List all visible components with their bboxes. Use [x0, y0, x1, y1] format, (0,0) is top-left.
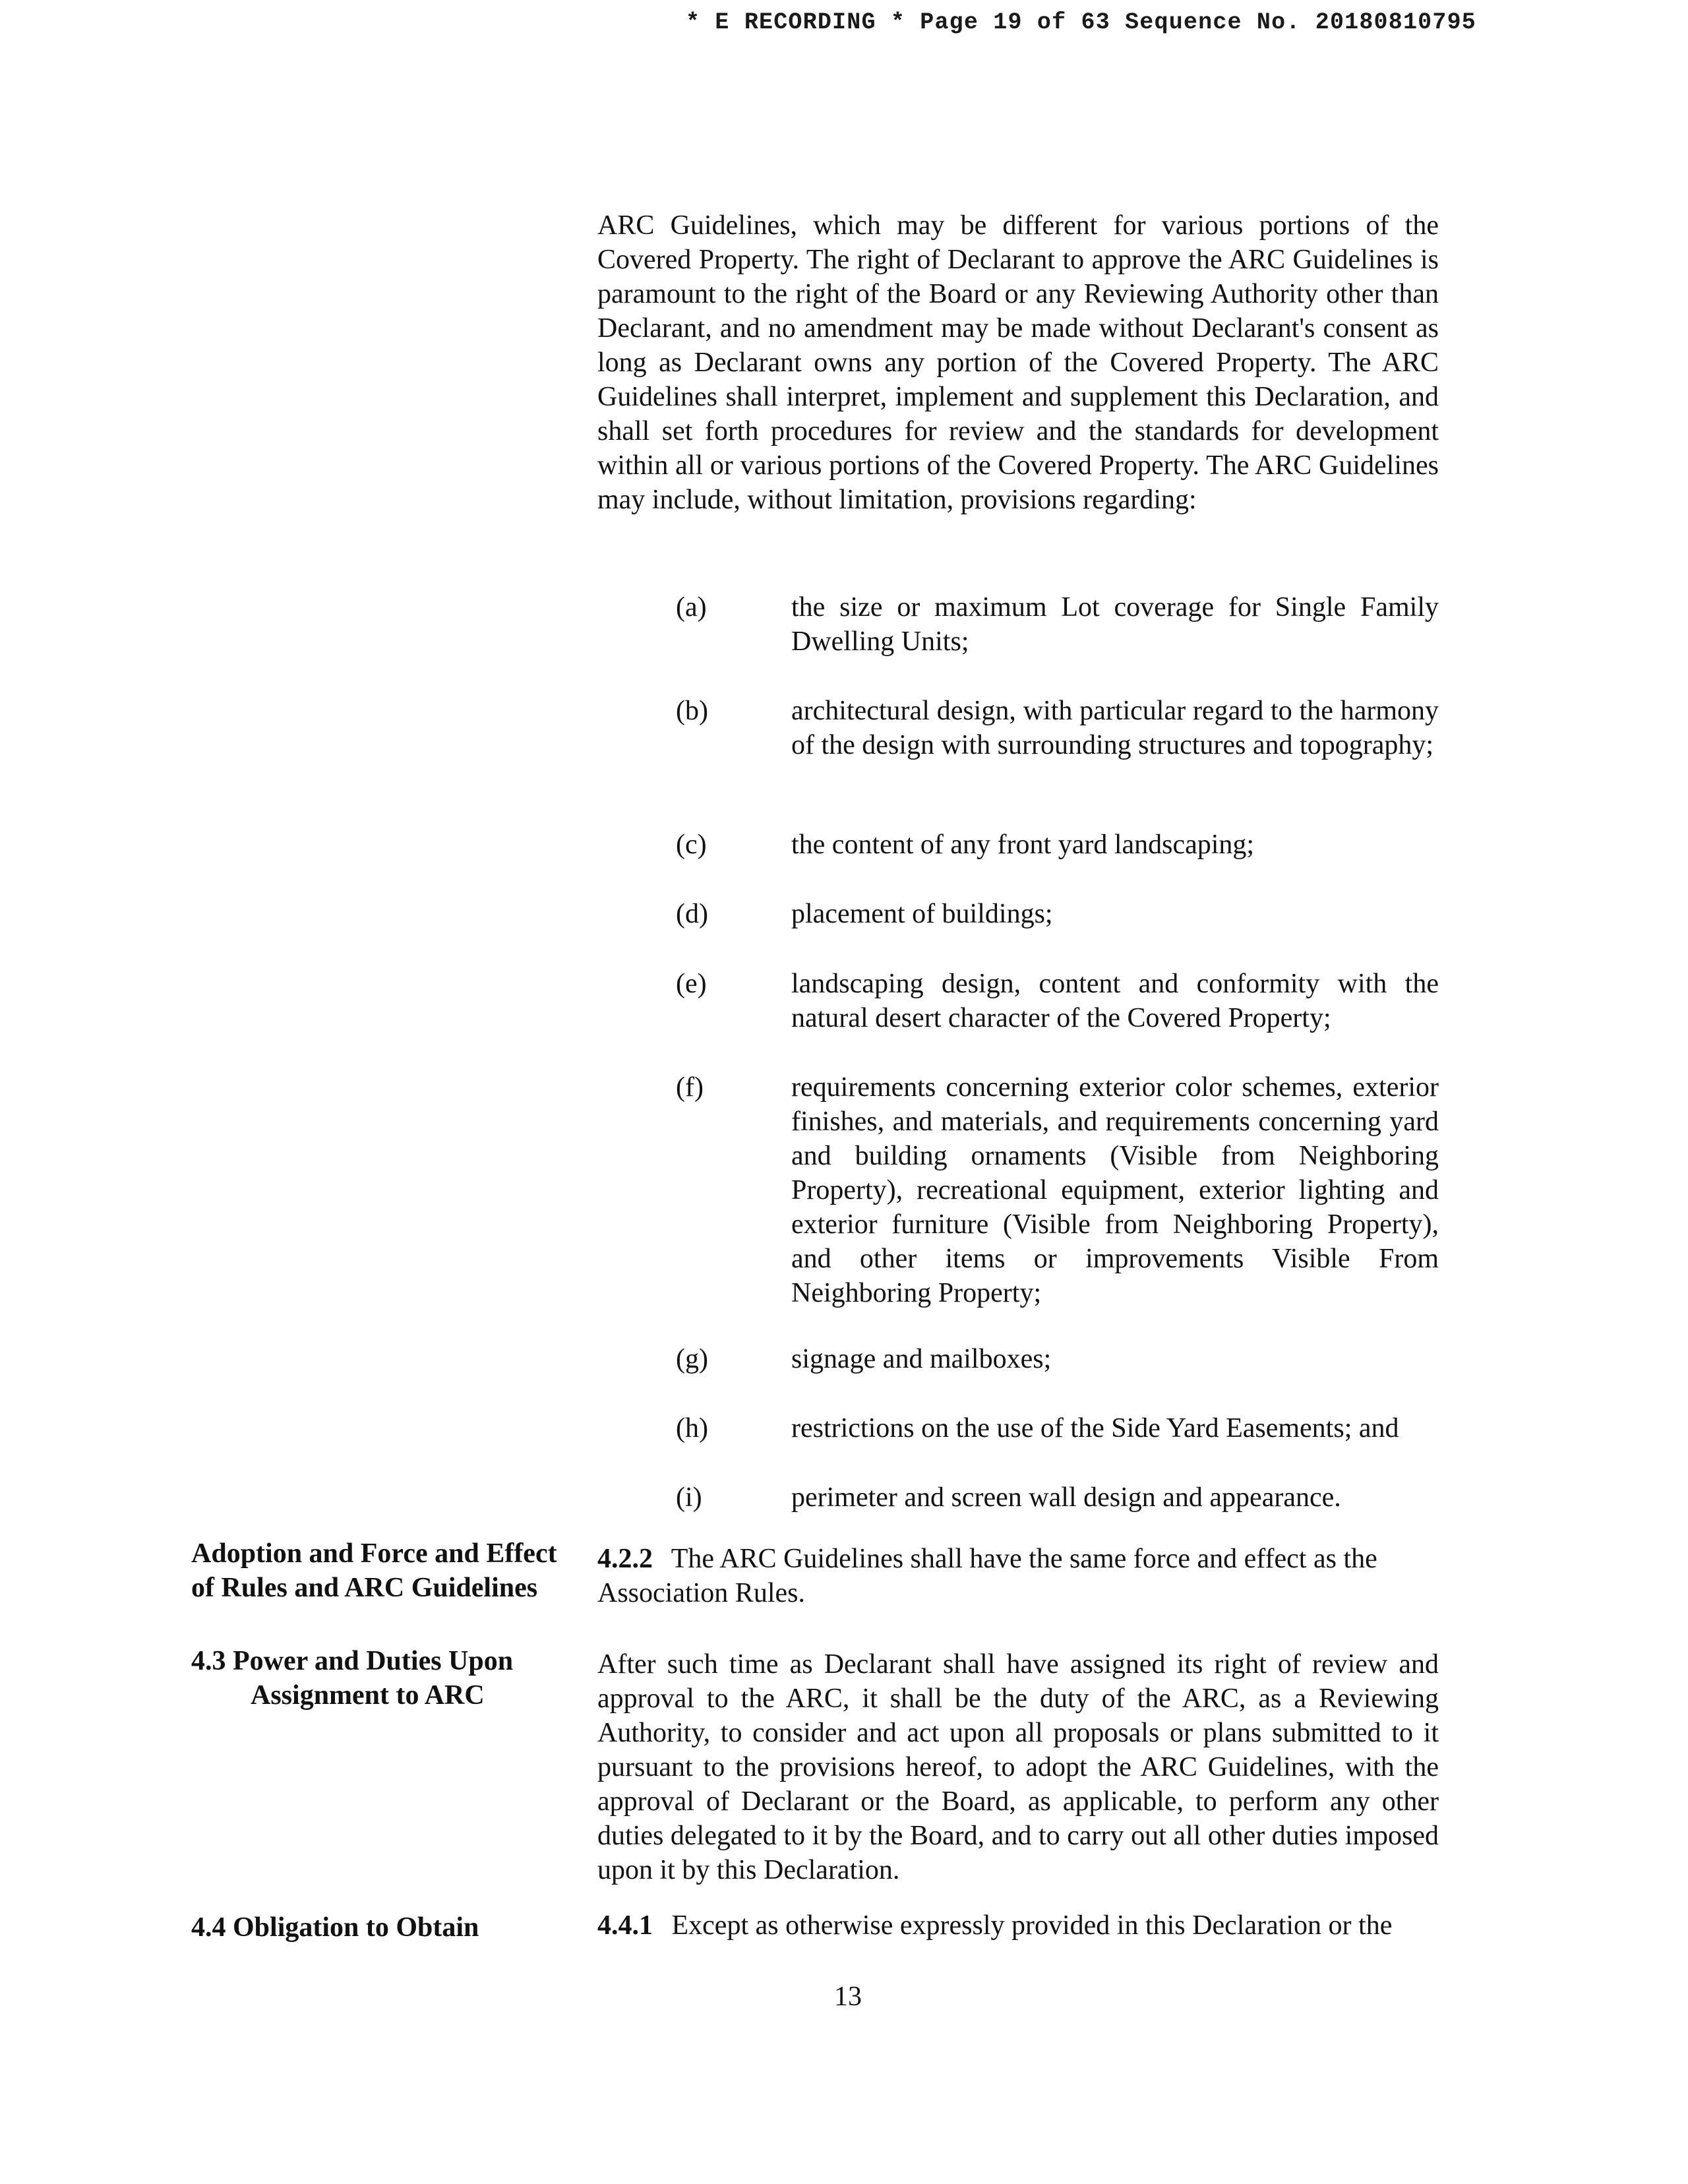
section-text: Except as otherwise expressly provided in this Declaration or the	[671, 1910, 1393, 1941]
list-text: restrictions on the use of the Side Yard Easements; and	[791, 1413, 1399, 1443]
list-label: (c)	[676, 830, 707, 860]
heading-adoption: Adoption and Force and Effect of Rules and ARC Guidelines	[191, 1538, 557, 1603]
list-text: landscaping design, content and conformity with the natural desert character of the Covered Property;	[791, 969, 1439, 1033]
list-label: (i)	[676, 1482, 702, 1513]
intro-paragraph: ARC Guidelines, which may be different for various portions of the Covered Property. The right of Declarant to approve the ARC Guidelines is paramount to the right of the Board or any Reviewing Authority other than Declarant, and no amendment may be made without Declarant's consent as long as Declarant owns any portion of the Covered Property. The ARC Guidelines shall interpret, implement and supplement this Declaration, and shall set forth procedures for review and the standards for development within all or various portions of the Covered Property. The ARC Guidelines may include, without limitation, provisions regarding:	[597, 210, 1439, 515]
list-text: perimeter and screen wall design and appearance.	[791, 1482, 1341, 1513]
heading-power-duties	[191, 1644, 560, 1713]
list-text: signage and mailboxes;	[791, 1344, 1052, 1374]
section-text: The ARC Guidelines shall have the same force and effect as the Association Rules.	[597, 1544, 1377, 1608]
heading-line: Assignment to ARC	[251, 1680, 485, 1711]
list-label: (d)	[676, 899, 708, 929]
page-number: 13	[834, 1982, 862, 2012]
section-4-2-2	[597, 1542, 1439, 1610]
heading-line: 4.3 Power and Duties Upon	[191, 1646, 514, 1676]
list-label: (a)	[676, 592, 707, 622]
section-4-3-paragraph: After such time as Declarant shall have assigned its right of review and approval to the ARC, it shall be the duty of the ARC, as a Reviewing Authority, to consider and act upon all proposals or plans submitted to it pursuant to the provisions hereof, to adopt the ARC Guidelines, with the approval of Declarant or the Board, as applicable, to perform any other duties delegated to it by the Board, and to carry out all other duties imposed upon it by this Declaration.	[597, 1649, 1439, 1885]
heading-obligation: 4.4 Obligation to Obtain	[191, 1912, 479, 1943]
list-text: requirements concerning exterior color schemes, exterior finishes, and materials, and requirements concerning yard and building ornaments (Visible from Neighboring Property), recreational equipment, exterior lighting and exterior furniture (Visible from Neighboring Property), and other items or improvements Visible From Neighboring Property;	[791, 1072, 1439, 1308]
list-text: the size or maximum Lot coverage for Single Family Dwelling Units;	[791, 592, 1439, 657]
list-label: (e)	[676, 969, 707, 999]
recording-header: * E RECORDING * Page 19 of 63 Sequence No. 20180810795	[686, 9, 1476, 36]
list-label: (h)	[676, 1413, 708, 1443]
list-label: (g)	[676, 1344, 708, 1374]
section-number: 4.4.1	[597, 1910, 653, 1941]
list-label: (f)	[676, 1072, 704, 1103]
section-number: 4.2.2	[597, 1544, 653, 1574]
list-text: placement of buildings;	[791, 899, 1053, 929]
list-text: architectural design, with particular regard to the harmony of the design with surrounding structures and topography;	[791, 696, 1439, 760]
list-text: the content of any front yard landscaping;	[791, 830, 1255, 860]
section-4-4-1	[597, 1908, 1439, 1943]
list-label: (b)	[676, 696, 708, 726]
